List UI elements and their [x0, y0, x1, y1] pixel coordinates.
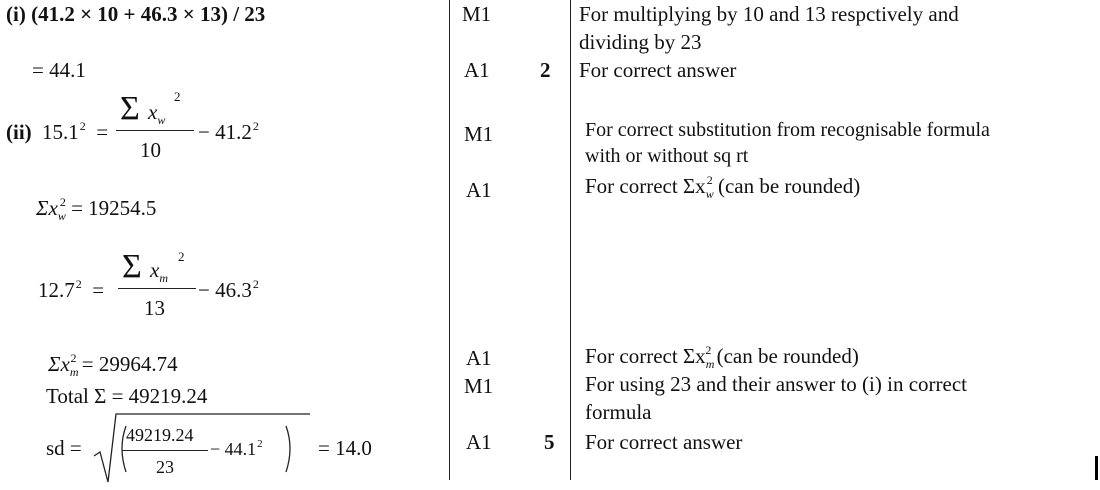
note-6b: formula — [585, 400, 652, 424]
sd-denominator: 23 — [156, 457, 174, 477]
sd-fraction-bar — [122, 450, 208, 451]
sd-radical-sign — [92, 412, 312, 484]
eq2-numerator-var: $x_m$ — [150, 258, 168, 285]
eq1-numerator-var: $x_w$ — [148, 100, 166, 127]
note-7: For correct answer — [585, 430, 743, 454]
note-1a: For multiplying by 10 and 13 respctively and — [579, 2, 959, 26]
eq1-lhs: 15.1$^2$ = — [42, 119, 109, 144]
eq2-rhs: − $46.3^2$ — [198, 277, 259, 302]
sd-numerator: 49219.24 — [126, 425, 194, 445]
note-1b: dividing by 23 — [579, 30, 702, 54]
note-5: For correct $\Sigma x_m^2$ (can be rounded) — [585, 343, 859, 371]
mark-r3: M1 — [464, 122, 494, 146]
sd-result: = 14.0 — [318, 436, 372, 460]
mark-r6: M1 — [464, 374, 494, 398]
sum-xm-squared: $\Sigma x_m^2 = 29964.74$ — [48, 351, 178, 379]
total-sum: Total Σ = 49219.24 — [46, 384, 208, 408]
eq2-lhs: 12.7$^2$ = — [38, 277, 105, 302]
eq2-sigma: Σ — [122, 248, 142, 285]
mark-r2: A1 — [464, 58, 490, 82]
mark-r1: M1 — [462, 2, 492, 26]
part-i-result: = 44.1 — [32, 58, 86, 82]
eq1-sigma: Σ — [120, 90, 140, 127]
mark-r5: A1 — [466, 346, 492, 370]
sum-xw-squared: $\Sigma x_w^2 = 19254.5$ — [36, 195, 157, 223]
note-3a: For correct substitution from recognisable formula — [585, 119, 990, 141]
eq1-numerator-exp: 2 — [174, 89, 181, 104]
part-ii-label: (ii) — [6, 120, 32, 144]
note-6a: For using 23 and their answer to (i) in correct — [585, 372, 967, 396]
sd-label: sd = — [46, 436, 82, 460]
eq2-numerator-exp: 2 — [178, 249, 185, 264]
note-2: For correct answer — [579, 58, 737, 82]
mark-r7: A1 — [466, 430, 492, 454]
eq2-fraction-bar — [118, 288, 196, 289]
sd-minus-term: − $44.1^2$ — [210, 438, 263, 459]
part-i-expression-text: (i) (41.2 × 10 + 46.3 × 13) / 23 — [6, 2, 266, 26]
eq1-fraction-bar — [116, 130, 194, 131]
eq1-rhs: − $41.2^2$ — [198, 119, 259, 144]
eq2-denominator: 13 — [144, 296, 165, 320]
note-4: For correct $\Sigma x_w^2$ (can be rounded) — [585, 173, 861, 201]
eq1-denominator: 10 — [140, 138, 161, 162]
column-divider-left — [449, 0, 450, 480]
mark-r4: A1 — [466, 178, 492, 202]
text-cursor — [1095, 456, 1098, 480]
note-3b: with or without sq rt — [585, 145, 749, 167]
mark-r2-total: 2 — [540, 58, 551, 82]
column-divider-right — [570, 0, 571, 480]
mark-r7-total: 5 — [544, 430, 555, 454]
part-i-expression — [6, 4, 265, 25]
